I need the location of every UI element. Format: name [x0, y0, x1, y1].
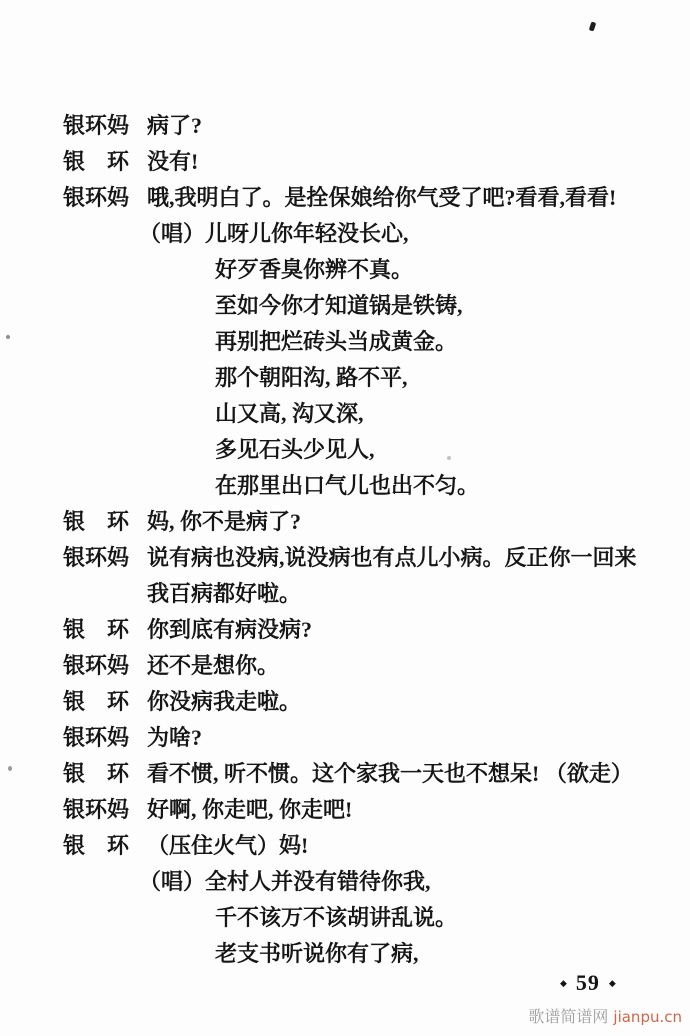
speaker-name: 银 环 [63, 689, 130, 714]
line-text: （唱）全村人并没有错待你我, [139, 869, 431, 894]
watermark-site-url[interactable]: jianpu.cn [613, 1008, 682, 1026]
line-text: 我百病都好啦。 [147, 581, 302, 606]
speaker-name: 银 环 [63, 617, 130, 642]
script-line [63, 144, 648, 180]
script-line [63, 360, 648, 396]
ink-speck [589, 21, 597, 31]
page-number [560, 970, 616, 996]
line-text: 多见石头少见人, [215, 437, 375, 462]
script-line [63, 504, 648, 540]
line-text: 为啥? [147, 725, 203, 750]
ink-speck [8, 766, 12, 771]
script-line [63, 432, 648, 468]
script-line [63, 324, 648, 360]
line-text: 病了? [147, 113, 203, 138]
line-text: 你没病我走啦。 [147, 689, 302, 714]
page-number-value: 59 [575, 970, 600, 995]
script-line [63, 108, 648, 144]
line-text: 说有病也没病,说没病也有点儿小病。反正你一回来 [147, 545, 637, 570]
line-text: 你到底有病没病? [147, 617, 313, 642]
script-line [63, 720, 648, 756]
script-line [63, 612, 648, 648]
script-line [63, 576, 648, 612]
line-text: 好歹香臭你辨不真。 [215, 257, 414, 282]
speaker-name: 银 环 [63, 761, 130, 786]
ink-speck [447, 456, 451, 460]
line-text: 在那里出口气儿也出不匀。 [215, 473, 480, 498]
speaker-name: 银 环 [63, 833, 130, 858]
script-line [63, 828, 648, 864]
line-text: 山又高, 沟又深, [215, 401, 364, 426]
line-text: 还不是想你。 [147, 653, 280, 678]
script-line [63, 684, 648, 720]
page-number-bullet-right: ◆ [608, 977, 616, 988]
speaker-name: 银环妈 [63, 185, 130, 210]
script-line [63, 288, 648, 324]
script-line [63, 468, 648, 504]
line-text: 看不惯, 听不惯。这个家我一天也不想呆! （欲走） [147, 761, 633, 786]
line-text: 再别把烂砖头当成黄金。 [215, 329, 458, 354]
line-text: 至如今你才知道锅是铁铸, [215, 293, 463, 318]
line-text: （压住火气）妈! [147, 833, 309, 858]
script-line [63, 180, 648, 216]
script-lines [63, 108, 648, 972]
speaker-name: 银环妈 [63, 725, 130, 750]
script-line [63, 252, 648, 288]
script-line [63, 396, 648, 432]
speaker-name: 银 环 [63, 509, 130, 534]
line-text: 妈, 你不是病了? [147, 509, 302, 534]
speaker-name: 银环妈 [63, 653, 130, 678]
speaker-name: 银环妈 [63, 545, 130, 570]
line-text: 那个朝阳沟, 路不平, [215, 365, 408, 390]
script-line [63, 900, 648, 936]
line-text: 没有! [147, 149, 199, 174]
script-line [63, 648, 648, 684]
speaker-name: 银 环 [63, 149, 130, 174]
line-text: 哦,我明白了。是拴保娘给你气受了吧?看看,看看! [147, 185, 617, 210]
watermark-site-name: 歌谱简谱网 [528, 1009, 609, 1026]
speaker-name: 银环妈 [63, 797, 130, 822]
watermark [528, 1007, 682, 1028]
line-text: 好啊, 你走吧, 你走吧! [147, 797, 353, 822]
script-line [63, 936, 648, 972]
script-line [63, 864, 648, 900]
speaker-name: 银环妈 [63, 113, 130, 138]
script-line [63, 756, 648, 792]
script-line [63, 792, 648, 828]
page-number-bullet-left: ◆ [560, 977, 567, 988]
line-text: 千不该万不该胡讲乱说。 [215, 905, 458, 930]
script-line [63, 216, 648, 252]
line-text: （唱）儿呀儿你年轻没长心, [139, 221, 409, 246]
ink-speck [6, 335, 10, 339]
script-line [63, 540, 648, 576]
line-text: 老支书听说你有了病, [215, 941, 419, 966]
